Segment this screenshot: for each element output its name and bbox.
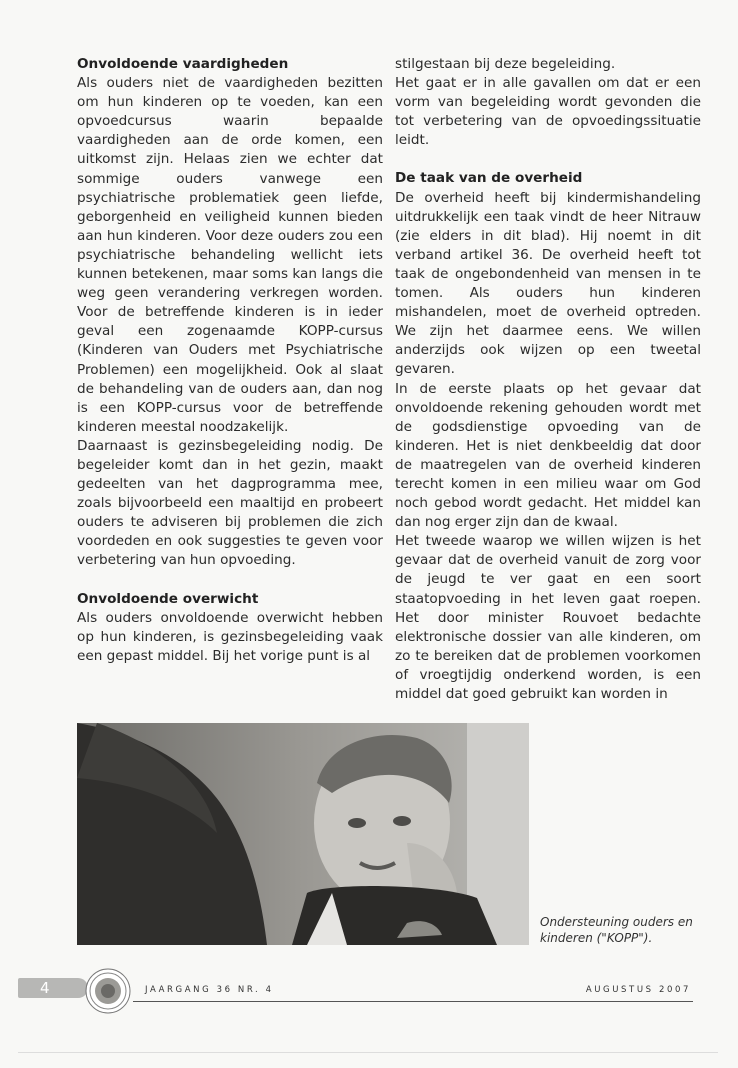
page-edge-line: [18, 1052, 718, 1053]
paragraph: Het gaat er in alle gavallen om dat er een vorm van begeleiding wordt gevonden die tot verbetering van de opvoedingssituatie leidt.: [395, 75, 701, 149]
paragraph: In de eerste plaats op het gevaar dat onvoldoende rekening gehouden wordt met de godsdienstige opvoeding van de kinderen. Het is niet denkbeeldig dat door de maatregelen van de overheid kinderen terecht komen in een milieu waar om God noch gebod wordt gedacht. Het middel kan dan nog erger zijn dan de kwaal.: [395, 380, 701, 531]
volume-issue: JAARGANG 36 NR. 4: [145, 985, 274, 995]
paragraph: stilgestaan bij deze begeleiding.: [395, 56, 616, 72]
paragraph: De overheid heeft bij kindermishandeling uitdrukkelijk een taak vindt de heer Nitrauw (zie elders in dit blad). Hij noemt in dit verband artikel 36. De overheid heeft tot taak de ongebondenheid van mensen in te tomen. Als ouders hun kinderen mishandelen, moet de overheid optreden. We zijn het daarmee eens. We willen anderzijds ook wijzen op een tweetal gevaren.: [395, 189, 701, 378]
paragraph: Als ouders niet de vaardigheden bezitten om hun kinderen op te voeden, kan een opvoedcursus waarin bepaalde vaardigheden aan de orde komen, een uitkomst zijn. Helaas zien we echter dat sommige ouders vanwege een psychiatrische problematiek geen liefde, geborgenheid en veiligheid kunnen bieden aan hun kinderen. Voor deze ouders zou een psychiatrische behandeling wellicht iets kunnen betekenen, maar soms kan langs die weg geen verandering verkregen worden. Voor de betreffende kinderen is in ieder geval een zogenaamde KOPP-cursus (Kinderen van Ouders met Psychiatrische Problemen) een mogelijkheid. Ook al slaat de behandeling van de ouders aan, dan nog is een KOPP-cursus voor de betreffende kinderen meestal noodzakelijk.: [77, 75, 383, 435]
page-footer: [0, 968, 738, 1008]
paragraph: Daarnaast is gezinsbegeleiding nodig. De begeleider komt dan in het gezin, maakt gedeelten van het dagprogramma mee, zoals bijvoorbeeld een maaltijd en probeert ouders te adviseren bij problemen die zich voordeden en ook suggesties te geven voor verbetering van hun opvoeding.: [77, 437, 383, 569]
heading-onvoldoende-vaardigheden: Onvoldoende vaardigheden: [77, 56, 289, 72]
photo-caption: Ondersteuning ouders en kinderen ("KOPP").: [540, 915, 693, 945]
page-number: 4: [40, 979, 50, 997]
right-column: [395, 55, 701, 704]
emblem-icon: [85, 968, 131, 1014]
paragraph: Het tweede waarop we willen wijzen is het gevaar dat de overheid vanuit de zorg voor de jeugd te ver gaat en een soort staatopvoeding in het leven gaat roepen. Het door minister Rouvoet bedachte elektronische dossier van alle kinderen, om zo te bereiken dat de problemen voorkomen of vroegtijdig onderkend worden, is een middel dat goed gebruikt kan worden in: [395, 533, 701, 702]
heading-onvoldoende-overwicht: Onvoldoende overwicht: [77, 590, 259, 607]
footer-rule: [133, 1001, 693, 1002]
left-column: [77, 55, 383, 666]
photo-parent-and-child: [77, 723, 529, 945]
issue-date: AUGUSTUS 2007: [585, 985, 691, 995]
paragraph: Als ouders onvoldoende overwicht hebben op hun kinderen, is gezinsbegeleiding vaak een gepast middel. Bij het vorige punt is al: [77, 609, 383, 664]
page-number-tab: [18, 978, 88, 998]
heading-de-taak-van-de-overheid: De taak van de overheid: [395, 170, 583, 187]
